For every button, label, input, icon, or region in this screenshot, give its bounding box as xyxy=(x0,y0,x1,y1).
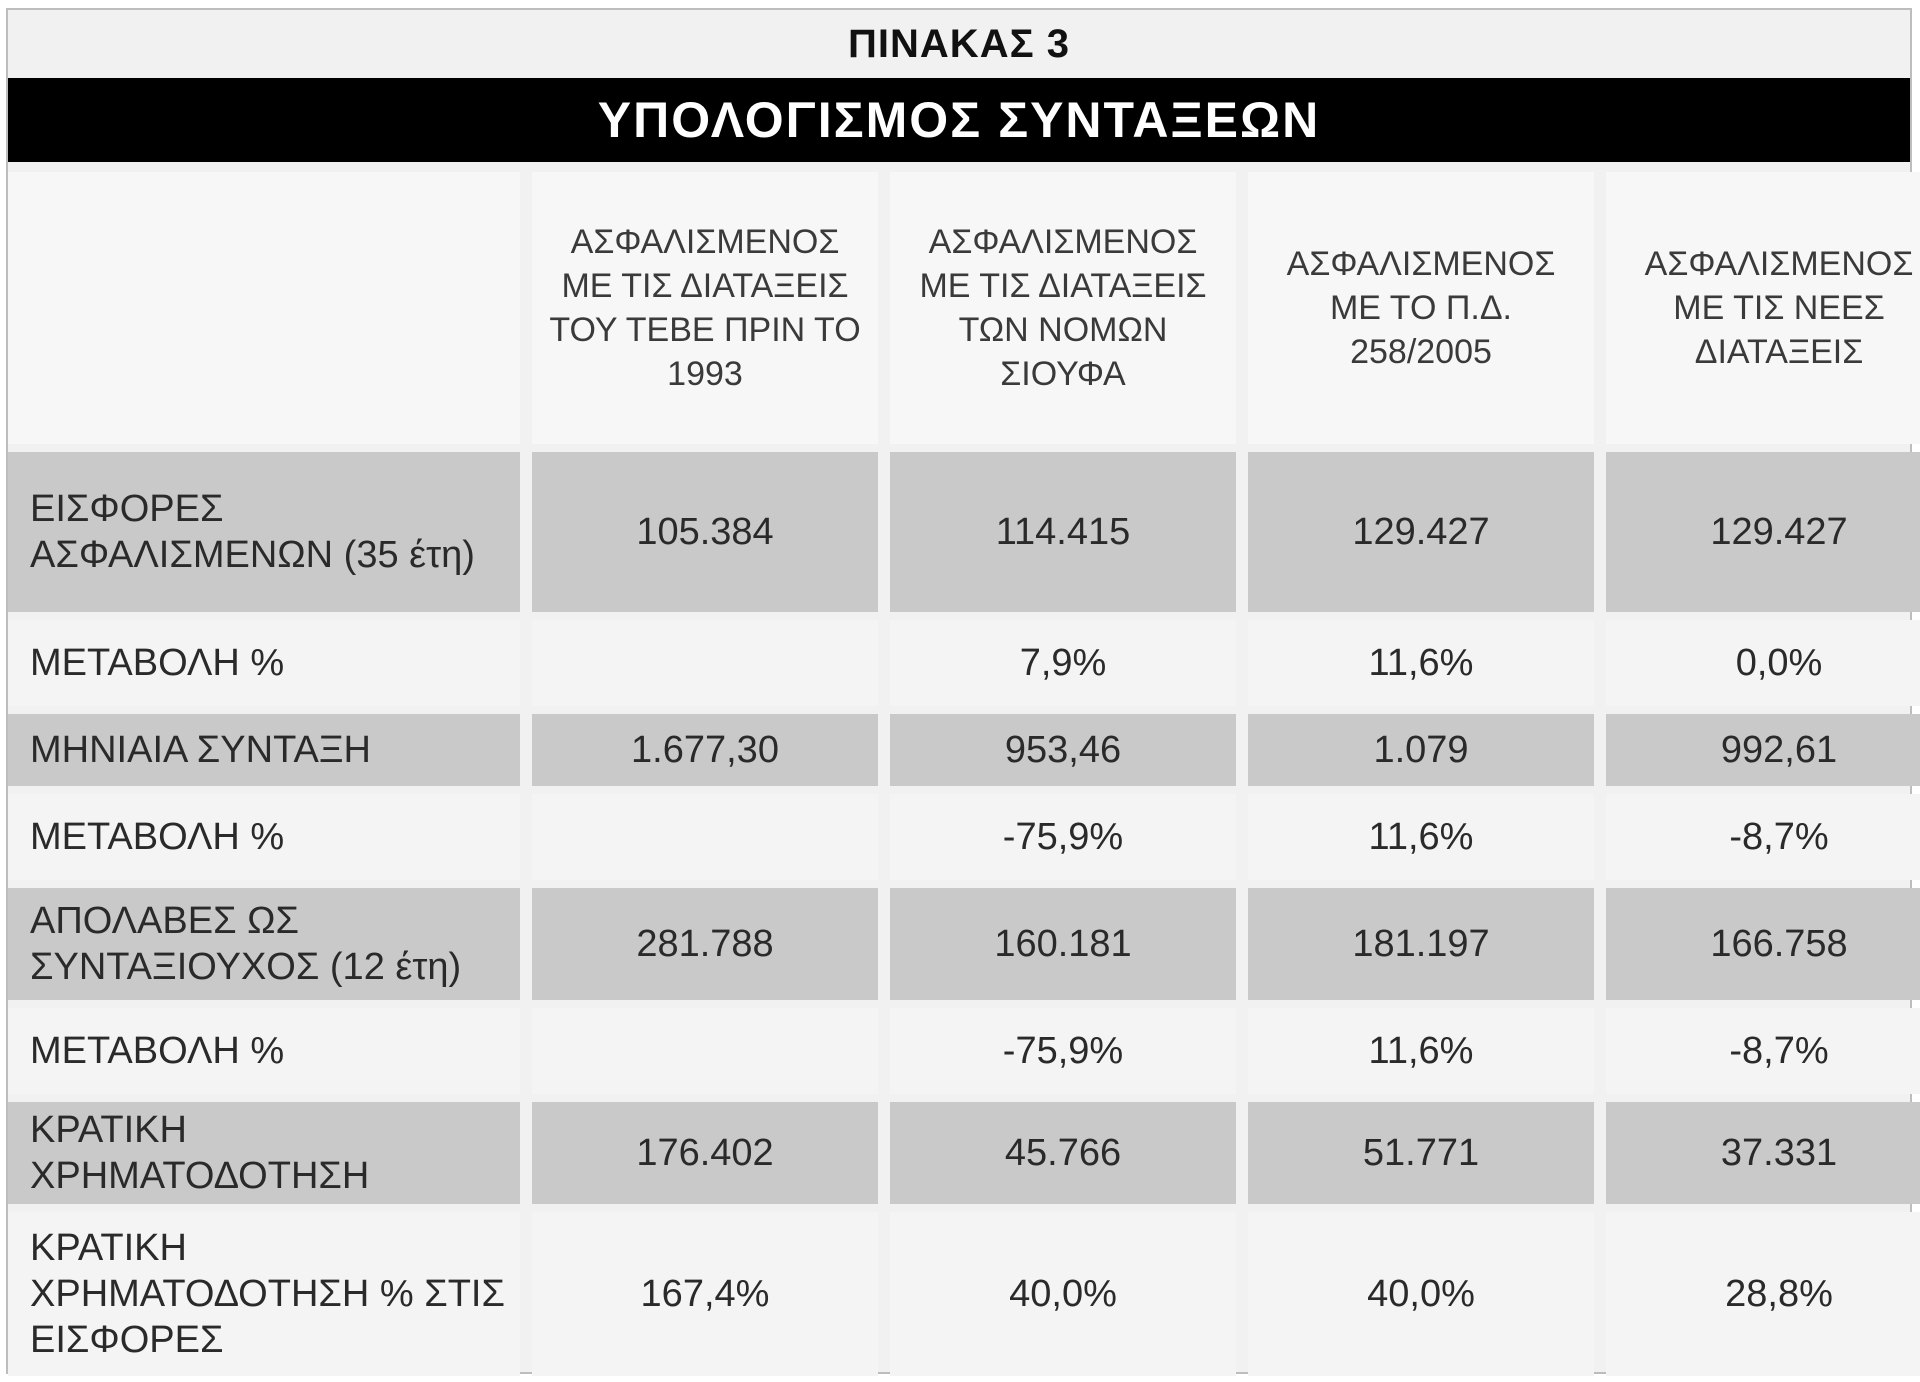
row-label: ΚΡΑΤΙΚΗ ΧΡΗΜΑΤΟΔΟΤΗΣΗ xyxy=(8,1102,520,1204)
table-cell: 37.331 xyxy=(1606,1102,1920,1204)
table-cell xyxy=(532,620,878,706)
row-divider xyxy=(8,612,1920,620)
table-cell: 40,0% xyxy=(1248,1212,1594,1376)
table-cell: 11,6% xyxy=(1248,1008,1594,1094)
table-cell: 45.766 xyxy=(890,1102,1236,1204)
column-header: ΑΣΦΑΛΙΣΜΕΝΟΣ ΜΕ ΤΙΣ ΔΙΑΤΑΞΕΙΣ ΤΟΥ ΤΕΒΕ ΠΡΙΝ ΤΟ 1993 xyxy=(532,172,878,444)
row-divider xyxy=(8,706,1920,714)
column-header: ΑΣΦΑΛΙΣΜΕΝΟΣ ΜΕ ΤΙΣ ΝΕΕΣ ΔΙΑΤΑΞΕΙΣ xyxy=(1606,172,1920,444)
table-cell: 105.384 xyxy=(532,452,878,612)
table-cell: 11,6% xyxy=(1248,620,1594,706)
table-cell: 953,46 xyxy=(890,714,1236,786)
table-cell: -75,9% xyxy=(890,794,1236,880)
table-cell: 176.402 xyxy=(532,1102,878,1204)
table-cell: -8,7% xyxy=(1606,794,1920,880)
row-divider xyxy=(8,786,1920,794)
column-header: ΑΣΦΑΛΙΣΜΕΝΟΣ ΜΕ ΤΟ Π.Δ. 258/2005 xyxy=(1248,172,1594,444)
row-label: ΜΕΤΑΒΟΛΗ % xyxy=(8,794,520,880)
table-cell: 11,6% xyxy=(1248,794,1594,880)
table-cell: 181.197 xyxy=(1248,888,1594,1000)
table-cell: 0,0% xyxy=(1606,620,1920,706)
row-label: ΚΡΑΤΙΚΗ ΧΡΗΜΑΤΟΔΟΤΗΣΗ % ΣΤΙΣ ΕΙΣΦΟΡΕΣ xyxy=(8,1212,520,1376)
table-cell: 992,61 xyxy=(1606,714,1920,786)
table-cell: 129.427 xyxy=(1248,452,1594,612)
table-cell: -8,7% xyxy=(1606,1008,1920,1094)
table-cell xyxy=(532,1008,878,1094)
row-label: ΜΗΝΙΑΙΑ ΣΥΝΤΑΞΗ xyxy=(8,714,520,786)
row-label: ΕΙΣΦΟΡΕΣ ΑΣΦΑΛΙΣΜΕΝΩΝ (35 έτη) xyxy=(8,452,520,612)
table-cell: 1.677,30 xyxy=(532,714,878,786)
table-cell: 166.758 xyxy=(1606,888,1920,1000)
table-cell: 1.079 xyxy=(1248,714,1594,786)
row-label: ΜΕΤΑΒΟΛΗ % xyxy=(8,1008,520,1094)
table-grid xyxy=(8,162,1914,1376)
row-label: ΜΕΤΑΒΟΛΗ % xyxy=(8,620,520,706)
table-title: ΥΠΟΛΟΓΙΣΜΟΣ ΣΥΝΤΑΞΕΩΝ xyxy=(8,78,1910,162)
table-cell: 281.788 xyxy=(532,888,878,1000)
table-cell: 28,8% xyxy=(1606,1212,1920,1376)
row-divider xyxy=(8,1204,1920,1212)
table-cell: 51.771 xyxy=(1248,1102,1594,1204)
table-cell: 40,0% xyxy=(890,1212,1236,1376)
row-divider xyxy=(8,880,1920,888)
column-header: ΑΣΦΑΛΙΣΜΕΝΟΣ ΜΕ ΤΙΣ ΔΙΑΤΑΞΕΙΣ ΤΩΝ ΝΟΜΩΝ ΣΙΟΥΦΑ xyxy=(890,172,1236,444)
row-divider xyxy=(8,444,1920,452)
table-cell: 129.427 xyxy=(1606,452,1920,612)
table-cell: 7,9% xyxy=(890,620,1236,706)
table-number: ΠΙΝΑΚΑΣ 3 xyxy=(848,21,1070,66)
table-cell: 160.181 xyxy=(890,888,1236,1000)
row-label: ΑΠΟΛΑΒΕΣ ΩΣ ΣΥΝΤΑΞΙΟΥΧΟΣ (12 έτη) xyxy=(8,888,520,1000)
row-divider xyxy=(8,1000,1920,1008)
header-corner xyxy=(8,172,520,444)
pension-table xyxy=(6,8,1912,1374)
table-cell: 114.415 xyxy=(890,452,1236,612)
table-cell: 167,4% xyxy=(532,1212,878,1376)
table-cell: -75,9% xyxy=(890,1008,1236,1094)
table-cell xyxy=(532,794,878,880)
row-divider xyxy=(8,1094,1920,1102)
